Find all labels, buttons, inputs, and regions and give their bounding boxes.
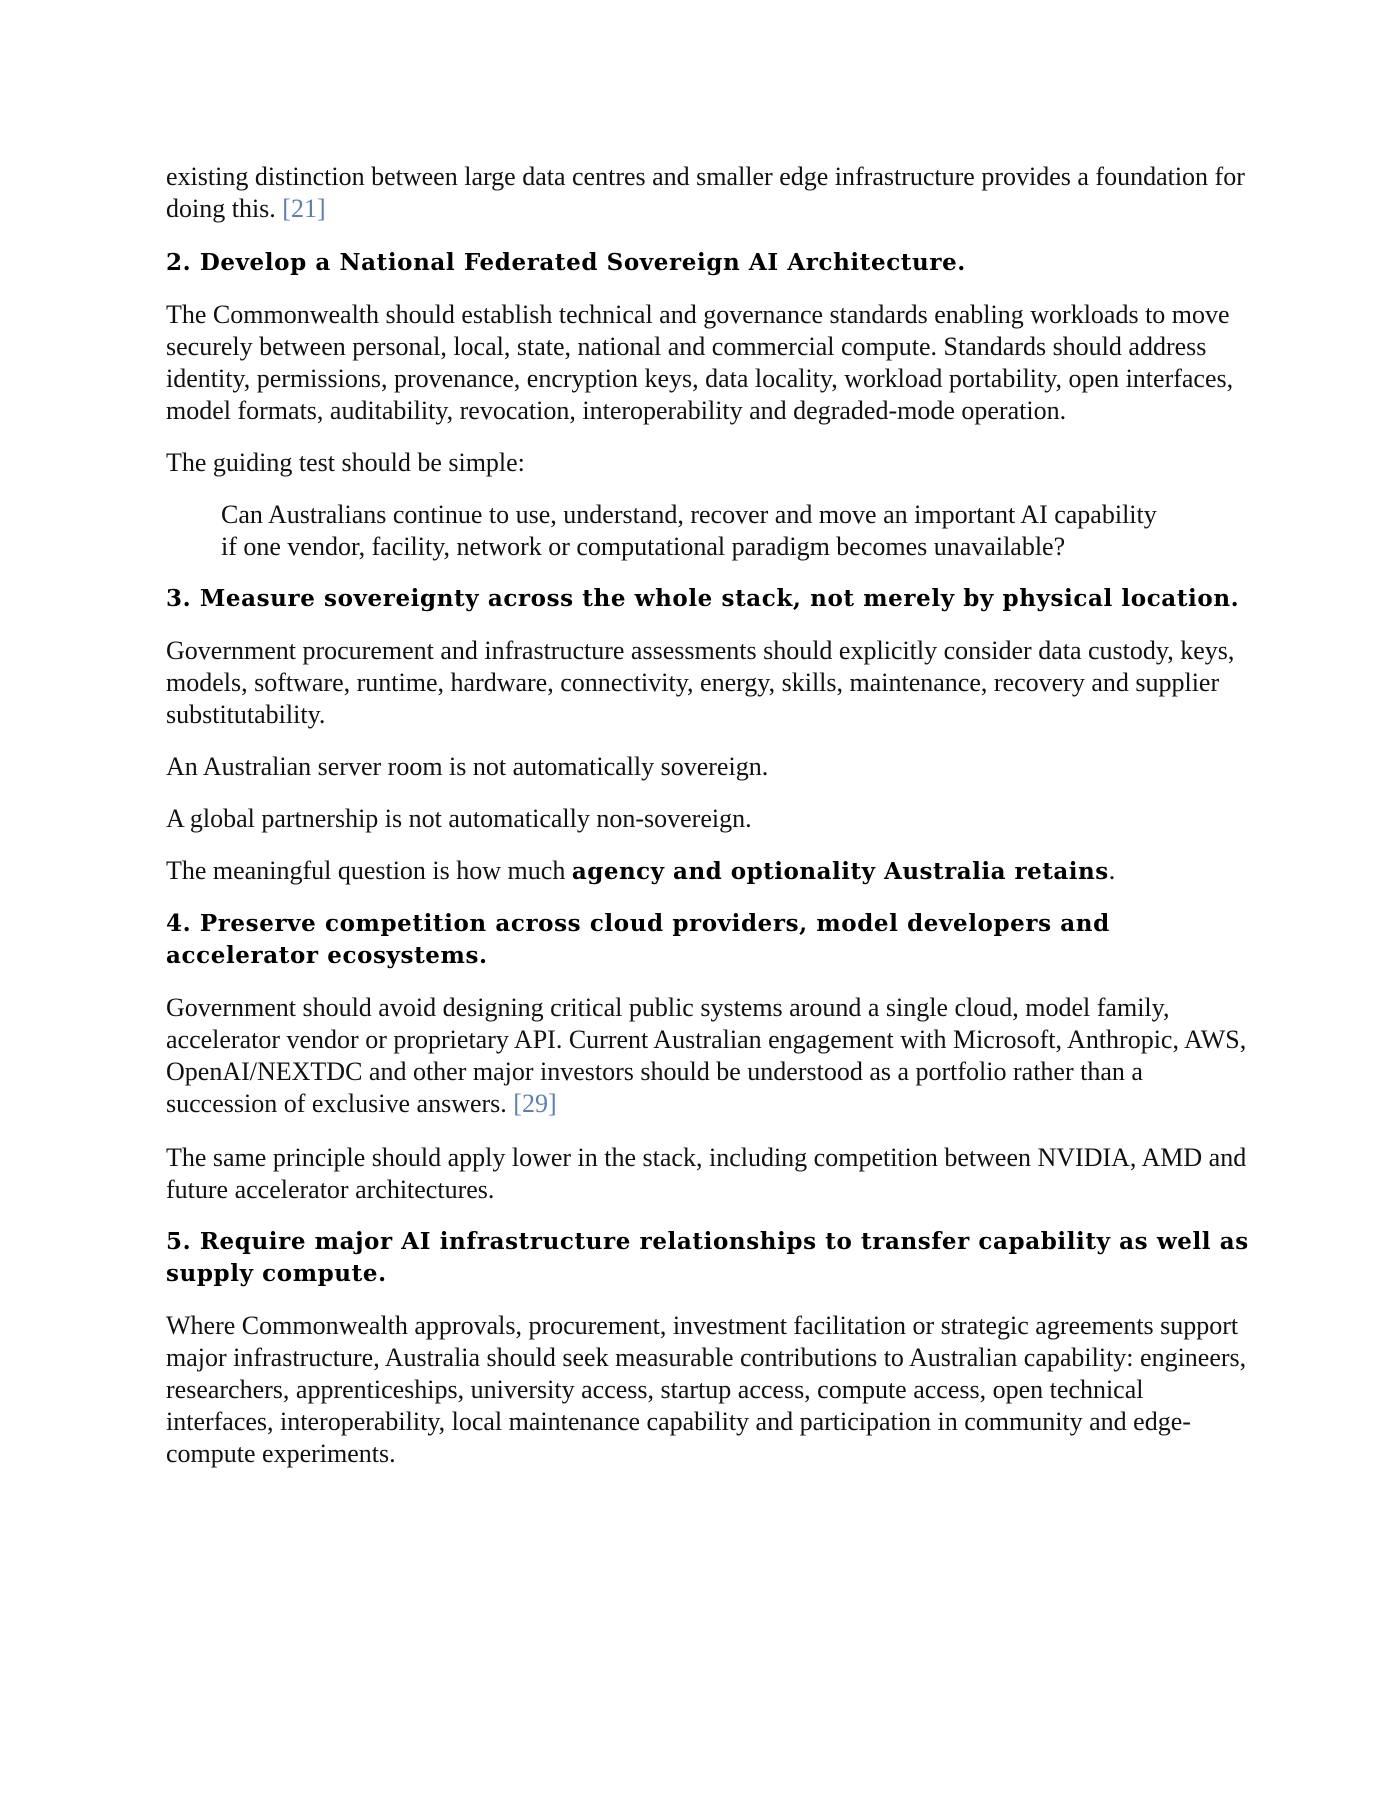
paragraph-end: . xyxy=(1108,856,1116,885)
paragraph-text: Government should avoid designing critical public systems around a single cloud, model family, accelerator vendor or proprietary API. Current Australian engagement with Microsoft, Anthropic, AWS, OpenAI/NEXTDC and other major investors should be understood as a portfolio rather than a succession of exclusive answers. xyxy=(166,993,1247,1118)
citation-link[interactable]: [21] xyxy=(282,194,326,223)
intro-paragraph xyxy=(166,161,1256,225)
section-heading: 2. Develop a National Federated Sovereign AI Architecture. xyxy=(166,249,966,276)
citation-link[interactable]: [29] xyxy=(513,1089,557,1118)
body-paragraph: A global partnership is not automatically non-sovereign. xyxy=(166,804,752,833)
body-paragraph: The Commonwealth should establish technical and governance standards enabling workloads to move securely between personal, local, state, national and commercial compute. Standards should address identity, permissions, provenance, encryption keys, data locality, workload portability, open interfaces, model formats, auditability, revocation, interoperability and degraded-mode operation. xyxy=(166,300,1234,425)
emphasis-text: agency and optionality Australia retains xyxy=(571,858,1109,885)
paragraph-text: The meaningful question is how much xyxy=(166,856,566,885)
body-paragraph: Government procurement and infrastructure assessments should explicitly consider data custody, keys, models, software, runtime, hardware, connectivity, energy, skills, maintenance, recovery and supplier substitutability. xyxy=(166,636,1235,729)
block-quote: Can Australians continue to use, understand, recover and move an important AI capability if one vendor, facility, network or computational paradigm becomes unavailable? xyxy=(221,500,1157,561)
body-paragraph xyxy=(166,992,1256,1120)
document-page xyxy=(166,161,1256,1490)
body-paragraph xyxy=(166,855,1256,888)
section-heading: 4. Preserve competition across cloud providers, model developers and accelerator ecosystems. xyxy=(166,910,1110,969)
section-heading: 3. Measure sovereignty across the whole stack, not merely by physical location. xyxy=(166,585,1240,612)
body-paragraph: The same principle should apply lower in the stack, including competition between NVIDIA, AMD and future accelerator architectures. xyxy=(166,1143,1247,1204)
body-paragraph: An Australian server room is not automatically sovereign. xyxy=(166,752,769,781)
intro-text: existing distinction between large data centres and smaller edge infrastructure provides a foundation for doing this. xyxy=(166,162,1245,223)
body-paragraph: Where Commonwealth approvals, procurement, investment facilitation or strategic agreements support major infrastructure, Australia should seek measurable contributions to Australian capability: engineers, researchers, apprenticeships, university access, startup access, compute access, open technical interfaces, interoperability, local maintenance capability and participation in community and edge-compute experiments. xyxy=(166,1311,1247,1468)
section-heading: 5. Require major AI infrastructure relationships to transfer capability as well as supply compute. xyxy=(166,1228,1249,1287)
body-paragraph: The guiding test should be simple: xyxy=(166,448,525,477)
